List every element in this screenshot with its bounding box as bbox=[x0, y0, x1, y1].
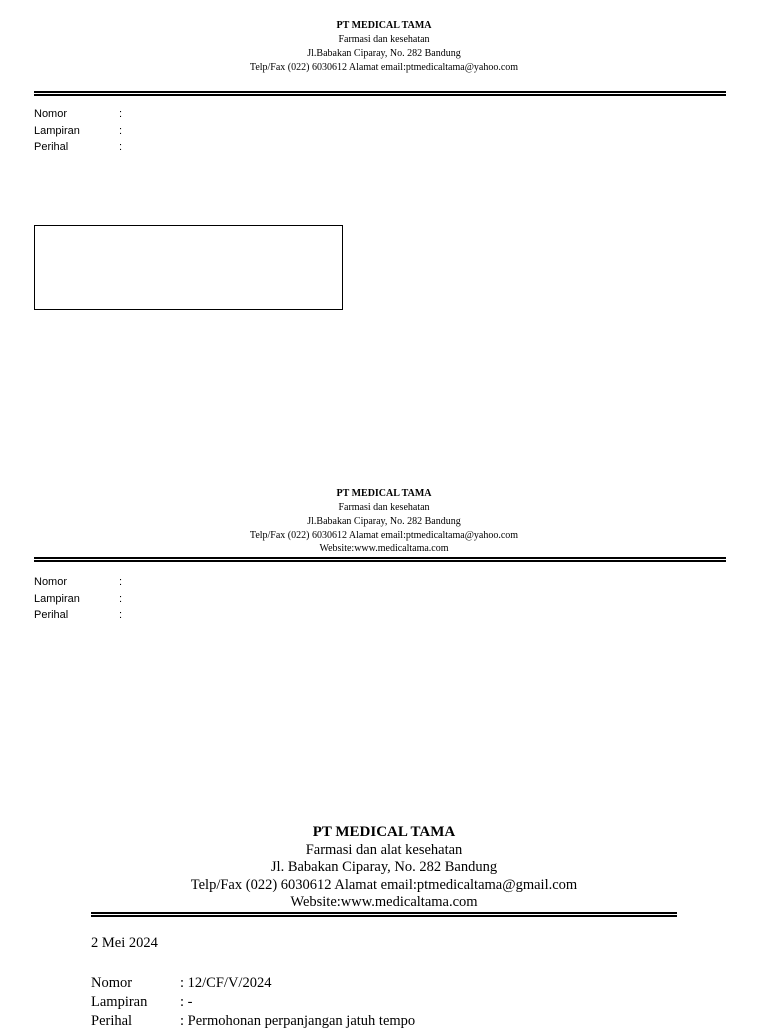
letter-date: 2 Mei 2024 bbox=[91, 935, 158, 951]
company-contact: Telp/Fax (022) 6030612 Alamat email:ptmedicaltama@gmail.com bbox=[190, 876, 578, 893]
field-label-nomor: Nomor bbox=[34, 576, 68, 588]
field-label-lampiran: Lampiran bbox=[34, 124, 80, 137]
company-address: Jl. Babakan Ciparay, No. 282 Bandung bbox=[270, 859, 498, 875]
company-tagline: Farmasi dan alat kesehatan bbox=[305, 841, 463, 858]
field-row-lampiran bbox=[34, 591, 122, 608]
letterhead-1 bbox=[0, 19, 768, 75]
field-value-lampiran: : - bbox=[180, 994, 193, 1010]
field-row-perihal bbox=[91, 1012, 415, 1031]
field-row-nomor bbox=[91, 974, 415, 993]
letter-fields-2 bbox=[34, 574, 122, 624]
letterhead-2 bbox=[0, 487, 768, 555]
field-separator: : bbox=[119, 576, 123, 588]
field-row-lampiran bbox=[91, 993, 415, 1012]
field-separator: : bbox=[119, 108, 123, 120]
company-contact: Telp/Fax (022) 6030612 Alamat email:ptmedicaltama@yahoo.com bbox=[249, 62, 519, 73]
letterhead-divider bbox=[34, 91, 726, 96]
field-row-lampiran bbox=[34, 123, 122, 140]
field-separator: : bbox=[119, 141, 123, 153]
company-tagline: Farmasi dan kesehatan bbox=[338, 34, 430, 45]
company-tagline: Farmasi dan kesehatan bbox=[338, 502, 430, 513]
recipient-address-box bbox=[34, 225, 343, 310]
field-label-lampiran: Lampiran bbox=[91, 994, 148, 1010]
company-contact: Telp/Fax (022) 6030612 Alamat email:ptmedicaltama@yahoo.com bbox=[249, 530, 519, 541]
company-address: Jl.Babakan Ciparay, No. 282 Bandung bbox=[307, 516, 461, 527]
letter-body bbox=[91, 934, 415, 1031]
field-row-nomor bbox=[34, 574, 122, 591]
field-value-perihal: : Permohonan perpanjangan jatuh tempo bbox=[180, 1013, 416, 1029]
field-label-nomor: Nomor bbox=[34, 108, 68, 120]
letter-fields-1 bbox=[34, 106, 122, 156]
field-label-nomor: Nomor bbox=[91, 975, 133, 991]
field-separator: : bbox=[119, 124, 123, 137]
field-label-perihal: Perihal bbox=[34, 609, 69, 621]
field-separator: : bbox=[119, 592, 123, 605]
field-row-perihal bbox=[34, 139, 122, 156]
letterhead-divider bbox=[34, 557, 726, 562]
company-name: PT MEDICAL TAMA bbox=[312, 824, 456, 840]
field-row-nomor bbox=[34, 106, 122, 123]
company-website: Website:www.medicaltama.com bbox=[319, 543, 449, 554]
letterhead-3 bbox=[0, 824, 768, 912]
company-name: PT MEDICAL TAMA bbox=[336, 20, 432, 31]
letterhead-divider bbox=[91, 912, 677, 917]
company-website: Website:www.medicaltama.com bbox=[290, 894, 478, 910]
field-separator: : bbox=[119, 609, 123, 621]
field-label-perihal: Perihal bbox=[91, 1013, 133, 1029]
company-address: Jl.Babakan Ciparay, No. 282 Bandung bbox=[307, 48, 461, 59]
field-label-lampiran: Lampiran bbox=[34, 592, 80, 605]
field-row-perihal bbox=[34, 607, 122, 624]
company-name: PT MEDICAL TAMA bbox=[336, 488, 432, 499]
field-value-nomor: : 12/CF/V/2024 bbox=[180, 975, 272, 991]
field-label-perihal: Perihal bbox=[34, 141, 69, 153]
